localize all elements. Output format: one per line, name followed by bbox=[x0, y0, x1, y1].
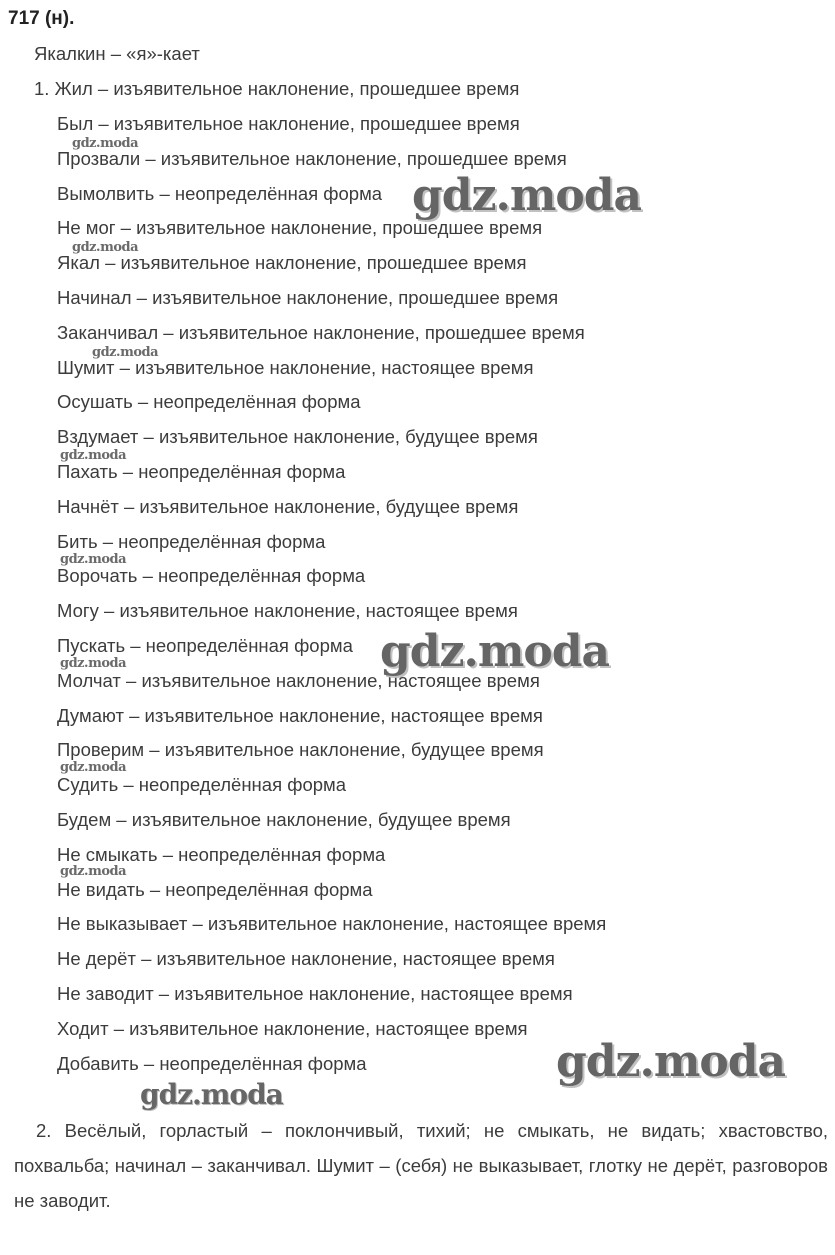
watermark-medium: gdz.moda bbox=[140, 1078, 283, 1111]
verb-line: Добавить – неопределённая форма bbox=[57, 1052, 367, 1074]
verb-line: Заканчивал – изъявительное наклонение, прошедшее время bbox=[57, 321, 585, 343]
exercise-number: 717 (н). bbox=[8, 8, 75, 29]
verb-line: Ходит – изъявительное наклонение, настоящее время bbox=[57, 1017, 528, 1039]
verb-line: Судить – неопределённая форма bbox=[57, 774, 347, 796]
section2-paragraph: 2. Весёлый, горластый – поклончивый, тихий; не смыкать, не видать; хвастовство, похвальба; начинал – заканчивал. Шумит – (себя) не выказывает, глотку не дерёт, разговоров не заводит. bbox=[14, 1120, 828, 1211]
verb-line: Будем – изъявительное наклонение, будущее время bbox=[57, 809, 511, 830]
watermark-small: gdz.moda bbox=[60, 552, 127, 567]
watermark-small: gdz.moda bbox=[92, 345, 159, 360]
watermark-small: gdz.moda bbox=[60, 760, 127, 775]
watermark-large: gdz.moda bbox=[556, 1036, 786, 1087]
watermark-large: gdz.moda bbox=[380, 626, 610, 677]
verb-line: Пускать – неопределённая форма bbox=[57, 635, 353, 656]
section1-first-line: 1. Жил – изъявительное наклонение, прошедшее время bbox=[34, 78, 520, 99]
verb-line: Думают – изъявительное наклонение, настоящее время bbox=[57, 704, 543, 726]
verb-line: Не смыкать – неопределённая форма bbox=[57, 843, 386, 865]
verb-line: Проверим – изъявительное наклонение, будущее время bbox=[57, 739, 544, 761]
verb-line: Вздумает – изъявительное наклонение, будущее время bbox=[57, 426, 538, 448]
verb-line: Был – изъявительное наклонение, прошедшее время bbox=[57, 113, 520, 134]
verb-line: Бить – неопределённая форма bbox=[57, 530, 326, 552]
intro-line: Якалкин – «я»-кает bbox=[34, 43, 200, 64]
verb-line: Пахать – неопределённая форма bbox=[57, 461, 346, 482]
watermark-small: gdz.moda bbox=[60, 448, 127, 463]
verb-line: Начнёт – изъявительное наклонение, будущее время bbox=[57, 495, 519, 517]
watermark-small: gdz.moda bbox=[72, 240, 139, 255]
verb-line: Молчат – изъявительное наклонение, настоящее время bbox=[57, 669, 540, 691]
watermark-large: gdz.moda bbox=[412, 170, 642, 221]
verb-line: Прозвали – изъявительное наклонение, прошедшее время bbox=[57, 147, 567, 169]
verb-line: Начинал – изъявительное наклонение, прошедшее время bbox=[57, 287, 559, 308]
verb-line: Не мог – изъявительное наклонение, прошедшее время bbox=[57, 217, 543, 239]
verb-line: Ворочать – неопределённая форма bbox=[57, 565, 366, 587]
verb-line: Осушать – неопределённая форма bbox=[57, 391, 361, 413]
verb-line: Шумит – изъявительное наклонение, настоящее время bbox=[57, 356, 534, 378]
verb-line: Не дерёт – изъявительное наклонение, настоящее время bbox=[57, 948, 555, 970]
watermark-small: gdz.moda bbox=[60, 656, 127, 671]
verb-line: Вымолвить – неопределённая форма bbox=[57, 182, 383, 204]
verb-line: Не заводит – изъявительное наклонение, настоящее время bbox=[57, 983, 573, 1004]
watermark-small: gdz.moda bbox=[60, 864, 127, 879]
verb-line: Могу – изъявительное наклонение, настоящее время bbox=[57, 600, 518, 622]
verb-line: Не видать – неопределённая форма bbox=[57, 878, 373, 900]
verb-line: Не выказывает – изъявительное наклонение, настоящее время bbox=[57, 913, 607, 935]
watermark-small: gdz.moda bbox=[72, 136, 139, 151]
verb-line: Якал – изъявительное наклонение, прошедшее время bbox=[57, 252, 527, 274]
